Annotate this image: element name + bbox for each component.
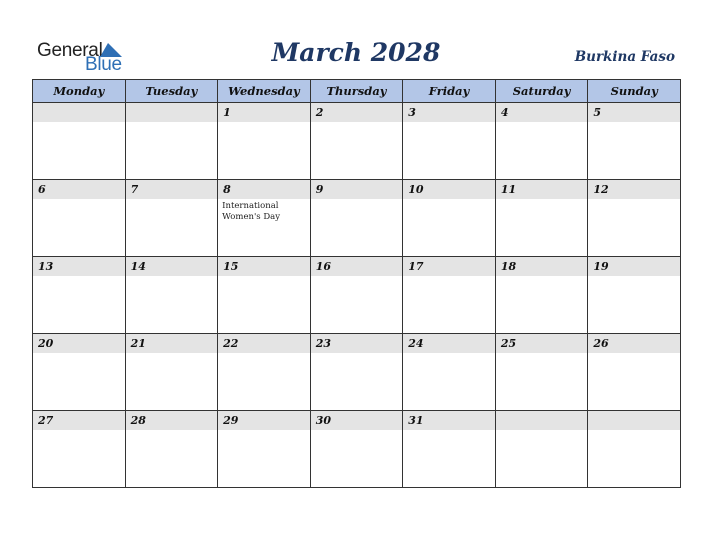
day-number: 10	[403, 180, 495, 199]
day-cell	[588, 180, 681, 257]
day-cell	[218, 334, 311, 411]
day-cell	[310, 103, 403, 180]
day-number: 8	[218, 180, 310, 199]
weekday-header: Sunday	[588, 80, 681, 103]
day-number	[588, 411, 680, 430]
day-number: 26	[588, 334, 680, 353]
day-number: 30	[311, 411, 403, 430]
day-cell	[33, 257, 126, 334]
day-number: 20	[33, 334, 125, 353]
day-number: 13	[33, 257, 125, 276]
day-cell	[218, 103, 311, 180]
day-number: 23	[311, 334, 403, 353]
weekday-header: Wednesday	[218, 80, 311, 103]
day-cell	[310, 180, 403, 257]
day-cell	[588, 257, 681, 334]
day-cell	[218, 411, 311, 488]
day-cell	[310, 334, 403, 411]
day-cell	[33, 180, 126, 257]
day-number: 25	[496, 334, 588, 353]
day-number: 11	[496, 180, 588, 199]
day-number: 5	[588, 103, 680, 122]
week-row	[33, 411, 681, 488]
holiday-label: International Women's Day	[222, 201, 281, 222]
day-cell	[495, 411, 588, 488]
day-cell	[125, 180, 218, 257]
weekday-header: Friday	[403, 80, 496, 103]
day-number: 22	[218, 334, 310, 353]
day-cell	[33, 103, 126, 180]
day-number: 18	[496, 257, 588, 276]
day-cell	[403, 180, 496, 257]
day-number: 14	[126, 257, 218, 276]
day-number: 4	[496, 103, 588, 122]
day-number: 31	[403, 411, 495, 430]
day-cell	[218, 180, 311, 257]
day-cell	[403, 334, 496, 411]
weekday-header-row	[33, 80, 681, 103]
day-number	[33, 103, 125, 122]
day-cell	[310, 411, 403, 488]
day-cell	[33, 411, 126, 488]
weekday-header: Saturday	[495, 80, 588, 103]
week-row	[33, 257, 681, 334]
day-cell	[403, 103, 496, 180]
day-cell	[588, 103, 681, 180]
calendar-title: March 2028	[271, 38, 441, 67]
logo-text-general: General	[37, 40, 103, 61]
day-number: 1	[218, 103, 310, 122]
week-row	[33, 103, 681, 180]
logo-text-blue: Blue	[85, 54, 122, 75]
day-number: 2	[311, 103, 403, 122]
week-row	[33, 334, 681, 411]
day-cell	[125, 334, 218, 411]
week-row	[33, 180, 681, 257]
day-cell	[588, 334, 681, 411]
day-cell	[125, 103, 218, 180]
day-number: 16	[311, 257, 403, 276]
day-cell	[310, 257, 403, 334]
day-number	[496, 411, 588, 430]
day-number: 17	[403, 257, 495, 276]
day-number: 9	[311, 180, 403, 199]
weekday-header: Thursday	[310, 80, 403, 103]
day-number: 15	[218, 257, 310, 276]
day-cell	[495, 257, 588, 334]
day-cell	[588, 411, 681, 488]
day-cell	[495, 334, 588, 411]
day-number: 6	[33, 180, 125, 199]
day-cell	[125, 411, 218, 488]
day-cell	[495, 103, 588, 180]
day-number: 12	[588, 180, 680, 199]
day-number: 27	[33, 411, 125, 430]
day-number	[126, 103, 218, 122]
day-cell	[403, 411, 496, 488]
day-cell	[403, 257, 496, 334]
day-cell	[125, 257, 218, 334]
day-number: 19	[588, 257, 680, 276]
day-cell	[218, 257, 311, 334]
day-number: 21	[126, 334, 218, 353]
country-name: Burkina Faso	[574, 49, 675, 65]
day-cell	[33, 334, 126, 411]
weekday-header: Tuesday	[125, 80, 218, 103]
weekday-header: Monday	[33, 80, 126, 103]
calendar-grid	[32, 79, 681, 488]
day-number: 29	[218, 411, 310, 430]
day-number: 3	[403, 103, 495, 122]
day-number: 7	[126, 180, 218, 199]
day-cell	[495, 180, 588, 257]
day-number: 24	[403, 334, 495, 353]
day-number: 28	[126, 411, 218, 430]
